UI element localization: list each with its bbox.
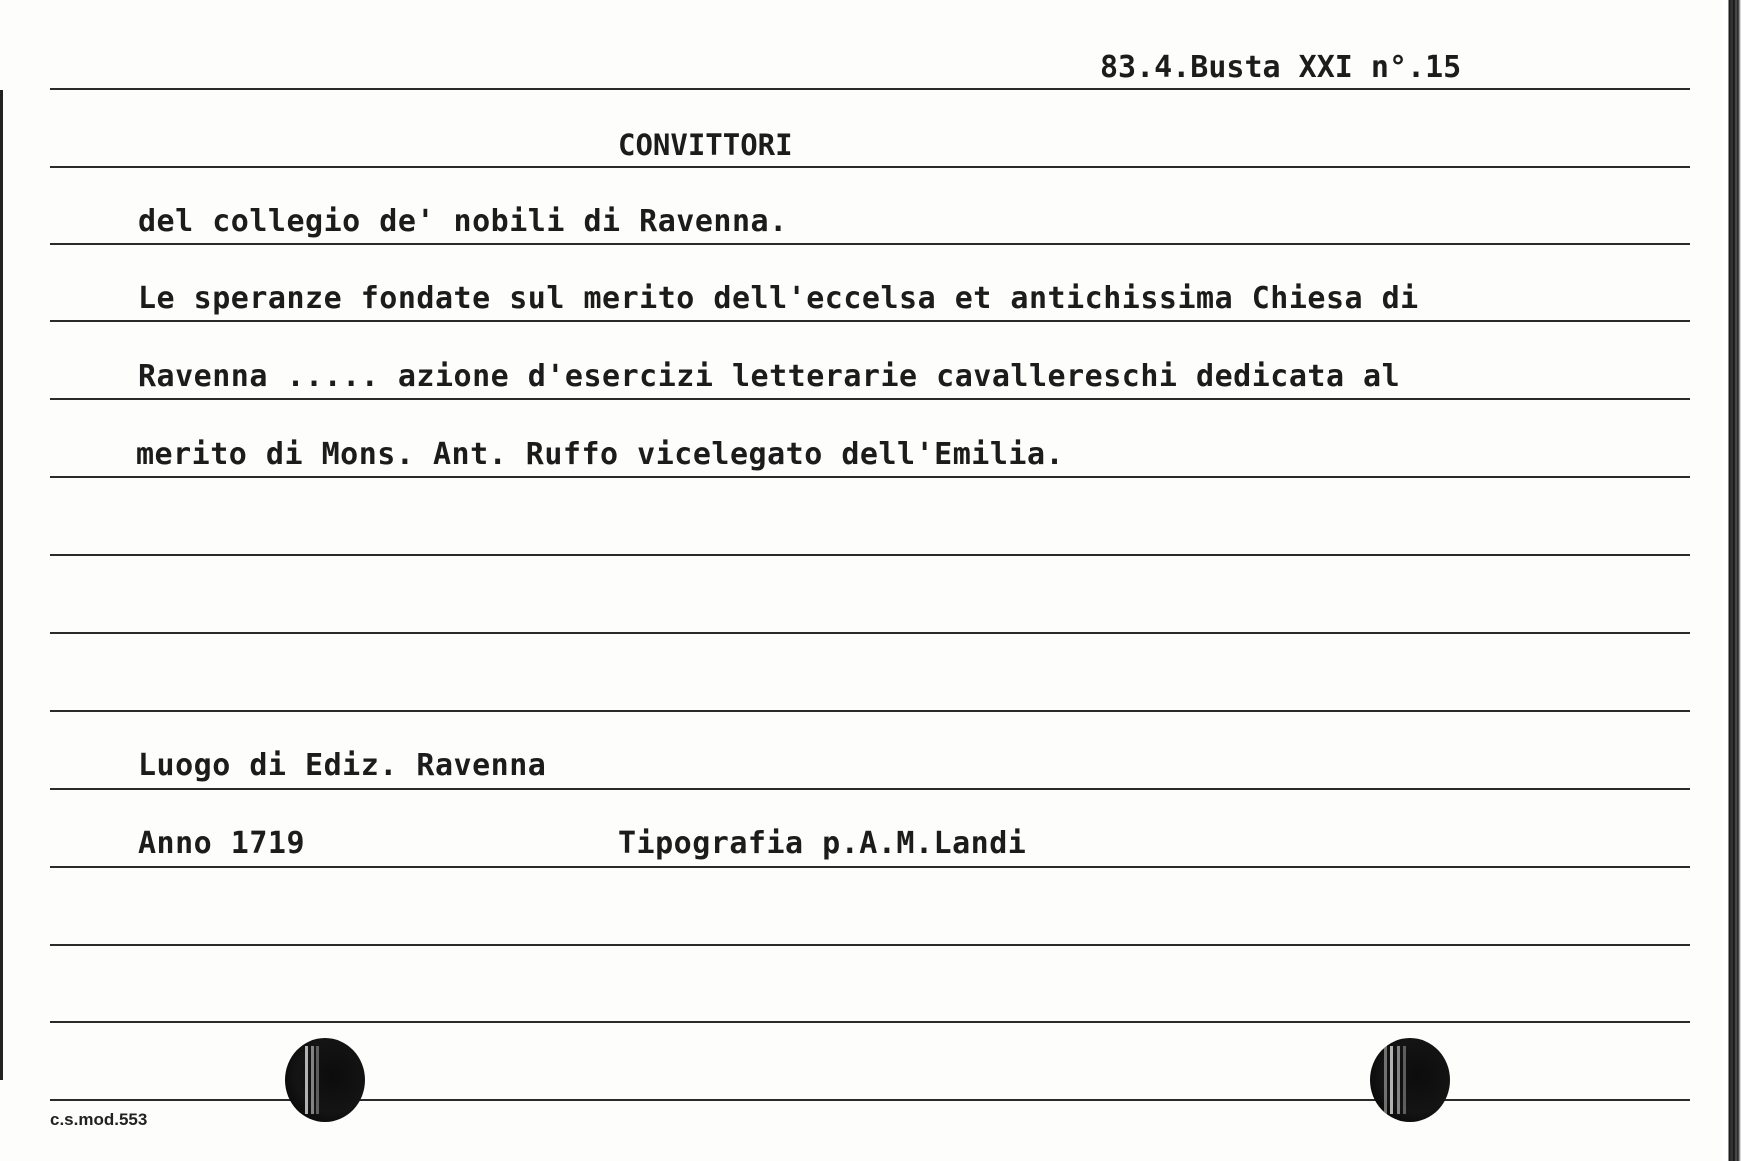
ruled-line [50, 632, 1690, 634]
ruled-line [50, 88, 1690, 90]
ruled-line [50, 398, 1690, 400]
text-line-4: merito di Mons. Ant. Ruffo vicelegato dell'Emilia. [136, 437, 1065, 472]
ruled-line [50, 1021, 1690, 1023]
text-line-2: Le speranze fondate sul merito dell'eccelsa et antichissima Chiesa di [138, 281, 1419, 316]
text-line-3: Ravenna ..... azione d'esercizi letterarie cavallereschi dedicata al [138, 359, 1401, 394]
card-left-edge [0, 90, 3, 1080]
ruled-line [50, 944, 1690, 946]
ruled-line [50, 243, 1690, 245]
ruled-line [50, 866, 1690, 868]
ruled-line [50, 554, 1690, 556]
tipografia-field: Tipografia p.A.M.Landi [618, 826, 1027, 861]
ruled-line [50, 788, 1690, 790]
card-heading: CONVITTORI [618, 128, 793, 162]
punch-hole-right [1370, 1038, 1450, 1122]
ruled-line [50, 710, 1690, 712]
anno-field: Anno 1719 [138, 826, 306, 861]
ruled-line [50, 166, 1690, 168]
reference-number: 83.4.Busta XXI n°.15 [1100, 50, 1462, 85]
text-line-1: del collegio de' nobili di Ravenna. [138, 204, 788, 239]
punch-hole-left [285, 1038, 365, 1122]
ruled-line [50, 320, 1690, 322]
ruled-line [50, 476, 1690, 478]
form-code: c.s.mod.553 [50, 1110, 148, 1129]
card-right-edge [1722, 0, 1741, 1161]
luogo-field: Luogo di Ediz. Ravenna [138, 748, 547, 783]
